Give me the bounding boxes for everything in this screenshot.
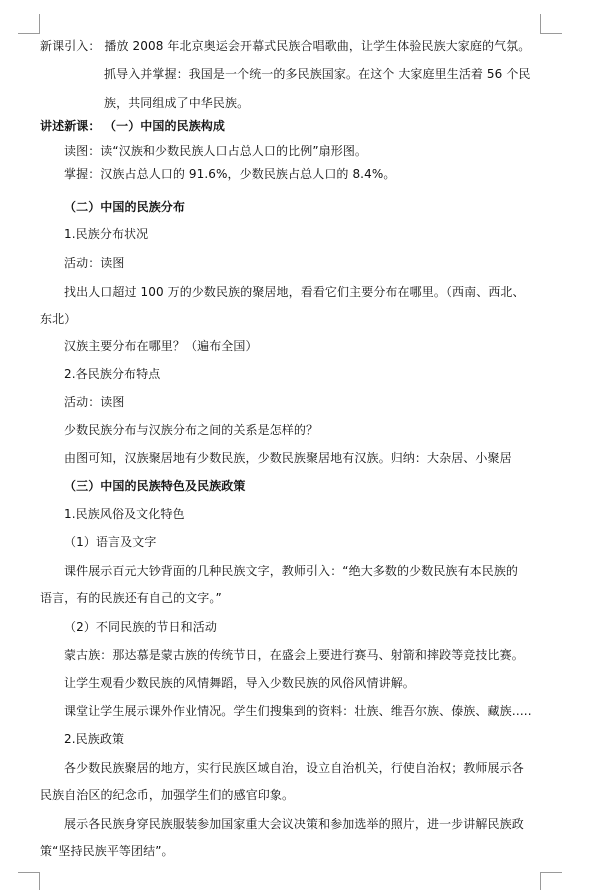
paragraph-line: 蒙古族：那达慕是蒙古族的传统节日，在盛会上要进行赛马、射箭和摔跤等竞技比赛。 <box>64 648 524 662</box>
paragraph-line: 活动：读图 <box>64 395 125 409</box>
paragraph-line: 读图：读“汉族和少数民族人口占总人口的比例”扇形图。 <box>64 144 368 158</box>
paragraph-line: 各少数民族聚居的地方，实行民族区域自治，设立自治机关，行使自治权；教师展示各 <box>64 761 524 775</box>
paragraph-line: 课堂让学生展示课外作业情况。学生们搜集到的资料：壮族、维吾尔族、傣族、藏族….. <box>64 704 532 718</box>
paragraph-line: 语言，有的民族还有自己的文字。” <box>40 591 222 605</box>
crop-mark-top-right <box>540 14 562 34</box>
subsection-heading: （2）不同民族的节日和活动 <box>64 620 217 634</box>
paragraph-line: 族，共同组成了中华民族。 <box>104 96 250 110</box>
paragraph-line: 课件展示百元大钞背面的几种民族文字，教师引入：“绝大多数的少数民族有本民族的 <box>64 564 519 578</box>
paragraph-line: 少数民族分布与汉族分布之间的关系是怎样的？ <box>64 423 319 437</box>
intro-line: 新课引入： 播放 2008 年北京奥运会开幕式民族合唱歌曲，让学生体验民族大家庭的气氛。 <box>40 39 531 53</box>
paragraph-line: 东北） <box>40 312 77 326</box>
section-heading: （三）中国的民族特色及民族政策 <box>64 479 246 493</box>
section-label: 讲述新课： <box>40 119 101 133</box>
paragraph-line: 掌握：汉族占总人口的 91.6%，少数民族占总人口的 8.4%。 <box>64 167 396 181</box>
subsection-heading: 1.民族分布状况 <box>64 227 149 241</box>
paragraph-line: 由图可知，汉族聚居地有少数民族，少数民族聚居地有汉族。归纳：大杂居、小聚居 <box>64 451 512 465</box>
paragraph-line: 让学生观看少数民族的风情舞蹈，导入少数民族的风俗风情讲解。 <box>64 676 415 690</box>
paragraph-line: 找出人口超过 100 万的少数民族的聚居地，看看它们主要分布在哪里。（西南、西北、 <box>64 285 525 299</box>
subsection-heading: 2.民族政策 <box>64 732 125 746</box>
paragraph-line: 策“坚持民族平等团结”。 <box>40 844 174 858</box>
paragraph-line: 活动：读图 <box>64 256 125 270</box>
subsection-heading: （1）语言及文字 <box>64 535 157 549</box>
section-heading: （二）中国的民族分布 <box>64 200 186 214</box>
subsection-heading: 2.各民族分布特点 <box>64 367 161 381</box>
paragraph-line: 展示各民族身穿民族服装参加国家重大会议决策和参加选举的照片，进一步讲解民族政 <box>64 817 524 831</box>
crop-mark-bottom-right <box>540 872 562 890</box>
paragraph-line: 汉族主要分布在哪里？（遍布全国） <box>64 339 258 353</box>
crop-mark-bottom-left <box>18 872 40 890</box>
section-heading: （一）中国的民族构成 <box>104 119 226 133</box>
paragraph-line: 民族自治区的纪念币，加强学生们的感官印象。 <box>40 788 295 802</box>
crop-mark-top-left <box>18 14 40 34</box>
paragraph-line: 抓导入并掌握：我国是一个统一的多民族国家。在这个 大家庭里生活着 56 个民 <box>104 67 531 81</box>
subsection-heading: 1.民族风俗及文化特色 <box>64 507 185 521</box>
